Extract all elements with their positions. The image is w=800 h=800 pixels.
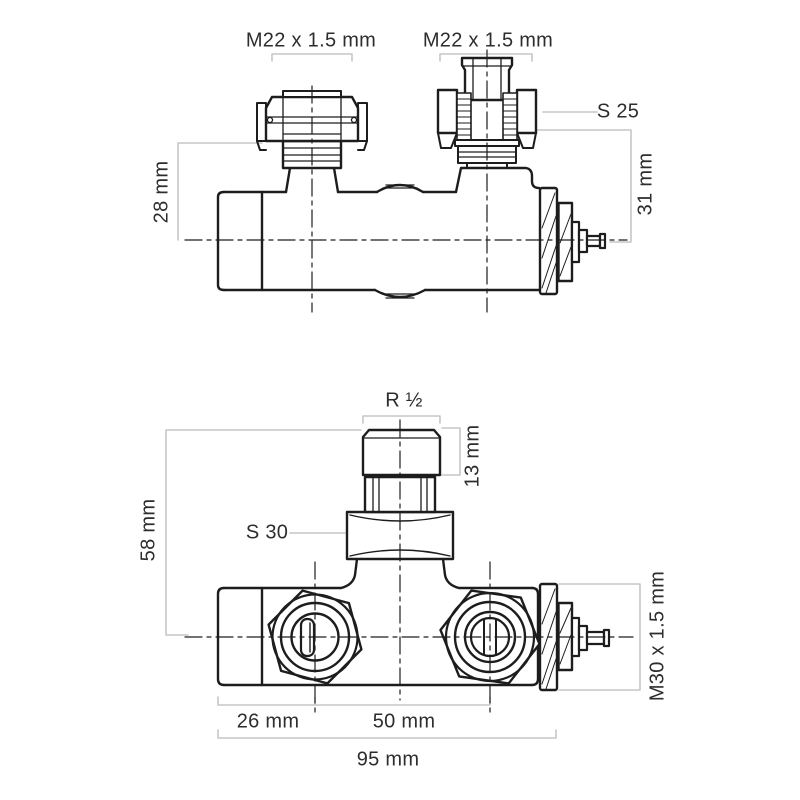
dim-label-13mm: 13 mm bbox=[461, 424, 484, 488]
dim-label-28mm: 28 mm bbox=[150, 160, 173, 224]
top-view-valve-spindle bbox=[540, 188, 605, 294]
dim-label-50mm: 50 mm bbox=[372, 710, 436, 733]
dim-label-58mm: 58 mm bbox=[137, 498, 160, 562]
top-view-body bbox=[218, 168, 540, 298]
dim-label-95mm: 95 mm bbox=[356, 748, 420, 771]
dim-label-m30: M30 x 1.5 mm bbox=[646, 570, 669, 702]
dim-label-wrench-s25: S 25 bbox=[596, 100, 640, 123]
dim-label-r-half: R ½ bbox=[385, 389, 423, 412]
dim-label-thread-right: M22 x 1.5 mm bbox=[422, 29, 554, 52]
dim-label-26mm: 26 mm bbox=[236, 710, 300, 733]
dim-label-wrench-s30: S 30 bbox=[245, 521, 289, 544]
dim-label-31mm: 31 mm bbox=[634, 152, 657, 216]
dim-label-thread-left: M22 x 1.5 mm bbox=[245, 29, 377, 52]
